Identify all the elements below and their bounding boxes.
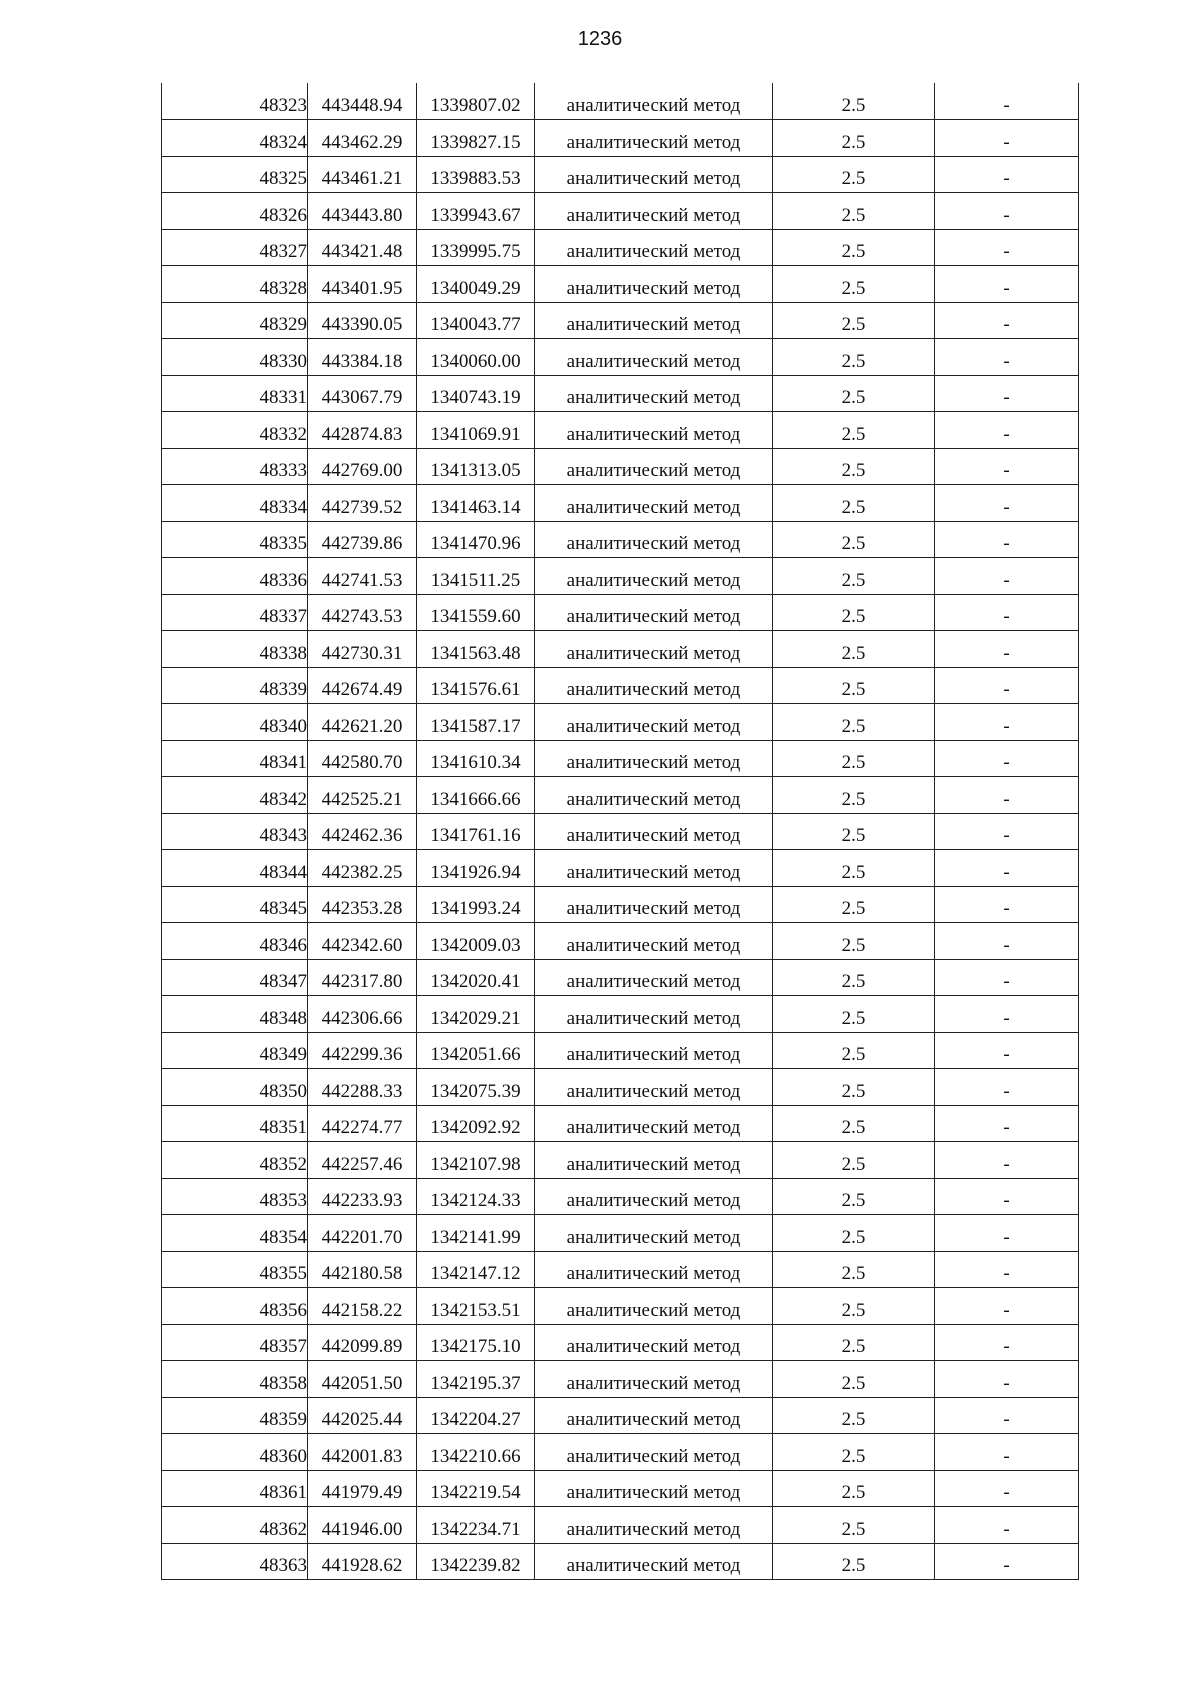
table-row xyxy=(162,1032,1079,1069)
table-row xyxy=(162,959,1079,996)
x-coordinate-cell: 442233.93 xyxy=(308,1178,417,1215)
table-row xyxy=(162,1507,1079,1544)
x-coordinate-cell: 442342.60 xyxy=(308,923,417,960)
accuracy-cell: 2.5 xyxy=(773,704,935,741)
point-id-cell: 48349 xyxy=(162,1032,308,1069)
method-cell: аналитический метод xyxy=(535,850,773,887)
table-row xyxy=(162,1543,1079,1580)
y-coordinate-cell: 1342204.27 xyxy=(417,1397,535,1434)
table-row xyxy=(162,1397,1079,1434)
accuracy-cell: 2.5 xyxy=(773,485,935,522)
y-coordinate-cell: 1341470.96 xyxy=(417,521,535,558)
note-cell: - xyxy=(935,850,1079,887)
x-coordinate-cell: 442257.46 xyxy=(308,1142,417,1179)
method-cell: аналитический метод xyxy=(535,886,773,923)
accuracy-cell: 2.5 xyxy=(773,1105,935,1142)
x-coordinate-cell: 441946.00 xyxy=(308,1507,417,1544)
note-cell: - xyxy=(935,120,1079,157)
point-id-cell: 48328 xyxy=(162,266,308,303)
method-cell: аналитический метод xyxy=(535,156,773,193)
point-id-cell: 48326 xyxy=(162,193,308,230)
table-row xyxy=(162,302,1079,339)
table-row xyxy=(162,704,1079,741)
x-coordinate-cell: 442099.89 xyxy=(308,1324,417,1361)
point-id-cell: 48363 xyxy=(162,1543,308,1580)
y-coordinate-cell: 1340060.00 xyxy=(417,339,535,376)
note-cell: - xyxy=(935,1543,1079,1580)
x-coordinate-cell: 442741.53 xyxy=(308,558,417,595)
accuracy-cell: 2.5 xyxy=(773,558,935,595)
table-row xyxy=(162,266,1079,303)
point-id-cell: 48324 xyxy=(162,120,308,157)
note-cell: - xyxy=(935,1470,1079,1507)
y-coordinate-cell: 1342124.33 xyxy=(417,1178,535,1215)
point-id-cell: 48342 xyxy=(162,777,308,814)
method-cell: аналитический метод xyxy=(535,923,773,960)
y-coordinate-cell: 1341313.05 xyxy=(417,448,535,485)
point-id-cell: 48345 xyxy=(162,886,308,923)
y-coordinate-cell: 1342075.39 xyxy=(417,1069,535,1106)
note-cell: - xyxy=(935,740,1079,777)
table-row xyxy=(162,594,1079,631)
method-cell: аналитический метод xyxy=(535,120,773,157)
x-coordinate-cell: 443461.21 xyxy=(308,156,417,193)
point-id-cell: 48335 xyxy=(162,521,308,558)
y-coordinate-cell: 1341069.91 xyxy=(417,412,535,449)
y-coordinate-cell: 1342175.10 xyxy=(417,1324,535,1361)
table-row xyxy=(162,1361,1079,1398)
y-coordinate-cell: 1341587.17 xyxy=(417,704,535,741)
method-cell: аналитический метод xyxy=(535,1324,773,1361)
note-cell: - xyxy=(935,485,1079,522)
note-cell: - xyxy=(935,667,1079,704)
y-coordinate-cell: 1340743.19 xyxy=(417,375,535,412)
y-coordinate-cell: 1339807.02 xyxy=(417,83,535,120)
method-cell: аналитический метод xyxy=(535,594,773,631)
accuracy-cell: 2.5 xyxy=(773,594,935,631)
point-id-cell: 48337 xyxy=(162,594,308,631)
method-cell: аналитический метод xyxy=(535,704,773,741)
accuracy-cell: 2.5 xyxy=(773,1288,935,1325)
accuracy-cell: 2.5 xyxy=(773,1507,935,1544)
note-cell: - xyxy=(935,1288,1079,1325)
method-cell: аналитический метод xyxy=(535,266,773,303)
note-cell: - xyxy=(935,1178,1079,1215)
point-id-cell: 48352 xyxy=(162,1142,308,1179)
note-cell: - xyxy=(935,996,1079,1033)
y-coordinate-cell: 1342141.99 xyxy=(417,1215,535,1252)
note-cell: - xyxy=(935,229,1079,266)
table-row xyxy=(162,850,1079,887)
method-cell: аналитический метод xyxy=(535,1507,773,1544)
method-cell: аналитический метод xyxy=(535,521,773,558)
point-id-cell: 48355 xyxy=(162,1251,308,1288)
y-coordinate-cell: 1339827.15 xyxy=(417,120,535,157)
note-cell: - xyxy=(935,558,1079,595)
point-id-cell: 48338 xyxy=(162,631,308,668)
x-coordinate-cell: 443384.18 xyxy=(308,339,417,376)
table-row xyxy=(162,1251,1079,1288)
method-cell: аналитический метод xyxy=(535,1069,773,1106)
accuracy-cell: 2.5 xyxy=(773,850,935,887)
point-id-cell: 48354 xyxy=(162,1215,308,1252)
note-cell: - xyxy=(935,1397,1079,1434)
accuracy-cell: 2.5 xyxy=(773,521,935,558)
point-id-cell: 48340 xyxy=(162,704,308,741)
table-row xyxy=(162,412,1079,449)
x-coordinate-cell: 442769.00 xyxy=(308,448,417,485)
point-id-cell: 48336 xyxy=(162,558,308,595)
method-cell: аналитический метод xyxy=(535,1105,773,1142)
accuracy-cell: 2.5 xyxy=(773,302,935,339)
x-coordinate-cell: 442674.49 xyxy=(308,667,417,704)
table-row xyxy=(162,83,1079,120)
note-cell: - xyxy=(935,302,1079,339)
y-coordinate-cell: 1341610.34 xyxy=(417,740,535,777)
y-coordinate-cell: 1341463.14 xyxy=(417,485,535,522)
x-coordinate-cell: 442874.83 xyxy=(308,412,417,449)
x-coordinate-cell: 442739.86 xyxy=(308,521,417,558)
x-coordinate-cell: 443462.29 xyxy=(308,120,417,157)
point-id-cell: 48357 xyxy=(162,1324,308,1361)
accuracy-cell: 2.5 xyxy=(773,1434,935,1471)
table-row xyxy=(162,631,1079,668)
x-coordinate-cell: 442001.83 xyxy=(308,1434,417,1471)
method-cell: аналитический метод xyxy=(535,631,773,668)
method-cell: аналитический метод xyxy=(535,959,773,996)
point-id-cell: 48350 xyxy=(162,1069,308,1106)
y-coordinate-cell: 1342092.92 xyxy=(417,1105,535,1142)
method-cell: аналитический метод xyxy=(535,740,773,777)
x-coordinate-cell: 442201.70 xyxy=(308,1215,417,1252)
x-coordinate-cell: 442025.44 xyxy=(308,1397,417,1434)
accuracy-cell: 2.5 xyxy=(773,1361,935,1398)
note-cell: - xyxy=(935,1434,1079,1471)
note-cell: - xyxy=(935,631,1079,668)
table-row xyxy=(162,120,1079,157)
table-row xyxy=(162,448,1079,485)
y-coordinate-cell: 1342219.54 xyxy=(417,1470,535,1507)
accuracy-cell: 2.5 xyxy=(773,631,935,668)
point-id-cell: 48343 xyxy=(162,813,308,850)
table-row xyxy=(162,996,1079,1033)
x-coordinate-cell: 442382.25 xyxy=(308,850,417,887)
x-coordinate-cell: 443067.79 xyxy=(308,375,417,412)
y-coordinate-cell: 1342107.98 xyxy=(417,1142,535,1179)
y-coordinate-cell: 1342051.66 xyxy=(417,1032,535,1069)
y-coordinate-cell: 1339883.53 xyxy=(417,156,535,193)
table-row xyxy=(162,558,1079,595)
method-cell: аналитический метод xyxy=(535,1361,773,1398)
x-coordinate-cell: 441979.49 xyxy=(308,1470,417,1507)
note-cell: - xyxy=(935,813,1079,850)
y-coordinate-cell: 1342210.66 xyxy=(417,1434,535,1471)
x-coordinate-cell: 442743.53 xyxy=(308,594,417,631)
point-id-cell: 48344 xyxy=(162,850,308,887)
y-coordinate-cell: 1341563.48 xyxy=(417,631,535,668)
table-row xyxy=(162,1288,1079,1325)
page-number: 1236 xyxy=(577,28,623,50)
note-cell: - xyxy=(935,375,1079,412)
accuracy-cell: 2.5 xyxy=(773,83,935,120)
x-coordinate-cell: 442299.36 xyxy=(308,1032,417,1069)
note-cell: - xyxy=(935,521,1079,558)
accuracy-cell: 2.5 xyxy=(773,959,935,996)
x-coordinate-cell: 442317.80 xyxy=(308,959,417,996)
y-coordinate-cell: 1342147.12 xyxy=(417,1251,535,1288)
method-cell: аналитический метод xyxy=(535,1288,773,1325)
accuracy-cell: 2.5 xyxy=(773,1251,935,1288)
method-cell: аналитический метод xyxy=(535,375,773,412)
y-coordinate-cell: 1341926.94 xyxy=(417,850,535,887)
accuracy-cell: 2.5 xyxy=(773,1032,935,1069)
point-id-cell: 48341 xyxy=(162,740,308,777)
point-id-cell: 48332 xyxy=(162,412,308,449)
point-id-cell: 48339 xyxy=(162,667,308,704)
table-row xyxy=(162,886,1079,923)
accuracy-cell: 2.5 xyxy=(773,120,935,157)
accuracy-cell: 2.5 xyxy=(773,923,935,960)
table-row xyxy=(162,1324,1079,1361)
point-id-cell: 48327 xyxy=(162,229,308,266)
table-row xyxy=(162,1434,1079,1471)
note-cell: - xyxy=(935,83,1079,120)
y-coordinate-cell: 1342234.71 xyxy=(417,1507,535,1544)
note-cell: - xyxy=(935,959,1079,996)
accuracy-cell: 2.5 xyxy=(773,193,935,230)
method-cell: аналитический метод xyxy=(535,667,773,704)
accuracy-cell: 2.5 xyxy=(773,156,935,193)
y-coordinate-cell: 1341761.16 xyxy=(417,813,535,850)
note-cell: - xyxy=(935,266,1079,303)
accuracy-cell: 2.5 xyxy=(773,1178,935,1215)
accuracy-cell: 2.5 xyxy=(773,1543,935,1580)
table-row xyxy=(162,1069,1079,1106)
note-cell: - xyxy=(935,1142,1079,1179)
method-cell: аналитический метод xyxy=(535,1032,773,1069)
method-cell: аналитический метод xyxy=(535,302,773,339)
table-row xyxy=(162,667,1079,704)
accuracy-cell: 2.5 xyxy=(773,740,935,777)
point-id-cell: 48325 xyxy=(162,156,308,193)
note-cell: - xyxy=(935,193,1079,230)
point-id-cell: 48347 xyxy=(162,959,308,996)
accuracy-cell: 2.5 xyxy=(773,886,935,923)
y-coordinate-cell: 1341576.61 xyxy=(417,667,535,704)
y-coordinate-cell: 1341993.24 xyxy=(417,886,535,923)
point-id-cell: 48358 xyxy=(162,1361,308,1398)
x-coordinate-cell: 442180.58 xyxy=(308,1251,417,1288)
method-cell: аналитический метод xyxy=(535,193,773,230)
note-cell: - xyxy=(935,1105,1079,1142)
accuracy-cell: 2.5 xyxy=(773,1470,935,1507)
y-coordinate-cell: 1342153.51 xyxy=(417,1288,535,1325)
coordinates-table-body xyxy=(162,83,1079,1580)
note-cell: - xyxy=(935,1324,1079,1361)
x-coordinate-cell: 442739.52 xyxy=(308,485,417,522)
note-cell: - xyxy=(935,886,1079,923)
method-cell: аналитический метод xyxy=(535,83,773,120)
y-coordinate-cell: 1342195.37 xyxy=(417,1361,535,1398)
note-cell: - xyxy=(935,1361,1079,1398)
table-row xyxy=(162,1142,1079,1179)
table-row xyxy=(162,1178,1079,1215)
y-coordinate-cell: 1342009.03 xyxy=(417,923,535,960)
accuracy-cell: 2.5 xyxy=(773,448,935,485)
point-id-cell: 48331 xyxy=(162,375,308,412)
x-coordinate-cell: 442158.22 xyxy=(308,1288,417,1325)
point-id-cell: 48360 xyxy=(162,1434,308,1471)
y-coordinate-cell: 1342239.82 xyxy=(417,1543,535,1580)
accuracy-cell: 2.5 xyxy=(773,1142,935,1179)
method-cell: аналитический метод xyxy=(535,1434,773,1471)
point-id-cell: 48323 xyxy=(162,83,308,120)
accuracy-cell: 2.5 xyxy=(773,1397,935,1434)
point-id-cell: 48351 xyxy=(162,1105,308,1142)
note-cell: - xyxy=(935,1507,1079,1544)
point-id-cell: 48359 xyxy=(162,1397,308,1434)
x-coordinate-cell: 443401.95 xyxy=(308,266,417,303)
note-cell: - xyxy=(935,1032,1079,1069)
point-id-cell: 48356 xyxy=(162,1288,308,1325)
x-coordinate-cell: 442462.36 xyxy=(308,813,417,850)
x-coordinate-cell: 442525.21 xyxy=(308,777,417,814)
method-cell: аналитический метод xyxy=(535,777,773,814)
x-coordinate-cell: 443390.05 xyxy=(308,302,417,339)
table-row xyxy=(162,339,1079,376)
method-cell: аналитический метод xyxy=(535,1543,773,1580)
note-cell: - xyxy=(935,594,1079,631)
accuracy-cell: 2.5 xyxy=(773,813,935,850)
point-id-cell: 48362 xyxy=(162,1507,308,1544)
table-row xyxy=(162,1470,1079,1507)
method-cell: аналитический метод xyxy=(535,1397,773,1434)
accuracy-cell: 2.5 xyxy=(773,266,935,303)
accuracy-cell: 2.5 xyxy=(773,1069,935,1106)
table-row xyxy=(162,485,1079,522)
accuracy-cell: 2.5 xyxy=(773,339,935,376)
method-cell: аналитический метод xyxy=(535,229,773,266)
note-cell: - xyxy=(935,1215,1079,1252)
note-cell: - xyxy=(935,704,1079,741)
note-cell: - xyxy=(935,339,1079,376)
accuracy-cell: 2.5 xyxy=(773,375,935,412)
accuracy-cell: 2.5 xyxy=(773,412,935,449)
accuracy-cell: 2.5 xyxy=(773,1215,935,1252)
y-coordinate-cell: 1341559.60 xyxy=(417,594,535,631)
method-cell: аналитический метод xyxy=(535,1470,773,1507)
note-cell: - xyxy=(935,1069,1079,1106)
accuracy-cell: 2.5 xyxy=(773,1324,935,1361)
table-row xyxy=(162,813,1079,850)
x-coordinate-cell: 443448.94 xyxy=(308,83,417,120)
point-id-cell: 48330 xyxy=(162,339,308,376)
note-cell: - xyxy=(935,1251,1079,1288)
accuracy-cell: 2.5 xyxy=(773,996,935,1033)
method-cell: аналитический метод xyxy=(535,1215,773,1252)
point-id-cell: 48346 xyxy=(162,923,308,960)
table-row xyxy=(162,777,1079,814)
accuracy-cell: 2.5 xyxy=(773,777,935,814)
table-row xyxy=(162,193,1079,230)
y-coordinate-cell: 1339943.67 xyxy=(417,193,535,230)
method-cell: аналитический метод xyxy=(535,996,773,1033)
table-row xyxy=(162,156,1079,193)
x-coordinate-cell: 442621.20 xyxy=(308,704,417,741)
y-coordinate-cell: 1340049.29 xyxy=(417,266,535,303)
x-coordinate-cell: 442580.70 xyxy=(308,740,417,777)
x-coordinate-cell: 443443.80 xyxy=(308,193,417,230)
x-coordinate-cell: 442288.33 xyxy=(308,1069,417,1106)
table-row xyxy=(162,1215,1079,1252)
method-cell: аналитический метод xyxy=(535,339,773,376)
table-row xyxy=(162,740,1079,777)
method-cell: аналитический метод xyxy=(535,1178,773,1215)
x-coordinate-cell: 442306.66 xyxy=(308,996,417,1033)
method-cell: аналитический метод xyxy=(535,558,773,595)
point-id-cell: 48353 xyxy=(162,1178,308,1215)
x-coordinate-cell: 442051.50 xyxy=(308,1361,417,1398)
x-coordinate-cell: 442730.31 xyxy=(308,631,417,668)
table-row xyxy=(162,1105,1079,1142)
x-coordinate-cell: 442353.28 xyxy=(308,886,417,923)
y-coordinate-cell: 1341511.25 xyxy=(417,558,535,595)
coordinates-table xyxy=(161,83,1079,1580)
point-id-cell: 48333 xyxy=(162,448,308,485)
table-row xyxy=(162,375,1079,412)
y-coordinate-cell: 1340043.77 xyxy=(417,302,535,339)
note-cell: - xyxy=(935,412,1079,449)
point-id-cell: 48329 xyxy=(162,302,308,339)
x-coordinate-cell: 441928.62 xyxy=(308,1543,417,1580)
point-id-cell: 48348 xyxy=(162,996,308,1033)
accuracy-cell: 2.5 xyxy=(773,229,935,266)
note-cell: - xyxy=(935,777,1079,814)
y-coordinate-cell: 1339995.75 xyxy=(417,229,535,266)
note-cell: - xyxy=(935,448,1079,485)
x-coordinate-cell: 443421.48 xyxy=(308,229,417,266)
method-cell: аналитический метод xyxy=(535,1142,773,1179)
accuracy-cell: 2.5 xyxy=(773,667,935,704)
note-cell: - xyxy=(935,923,1079,960)
table-row xyxy=(162,521,1079,558)
method-cell: аналитический метод xyxy=(535,412,773,449)
point-id-cell: 48361 xyxy=(162,1470,308,1507)
method-cell: аналитический метод xyxy=(535,813,773,850)
method-cell: аналитический метод xyxy=(535,485,773,522)
method-cell: аналитический метод xyxy=(535,1251,773,1288)
table-row xyxy=(162,923,1079,960)
y-coordinate-cell: 1342020.41 xyxy=(417,959,535,996)
point-id-cell: 48334 xyxy=(162,485,308,522)
x-coordinate-cell: 442274.77 xyxy=(308,1105,417,1142)
table-row xyxy=(162,229,1079,266)
method-cell: аналитический метод xyxy=(535,448,773,485)
y-coordinate-cell: 1342029.21 xyxy=(417,996,535,1033)
note-cell: - xyxy=(935,156,1079,193)
y-coordinate-cell: 1341666.66 xyxy=(417,777,535,814)
